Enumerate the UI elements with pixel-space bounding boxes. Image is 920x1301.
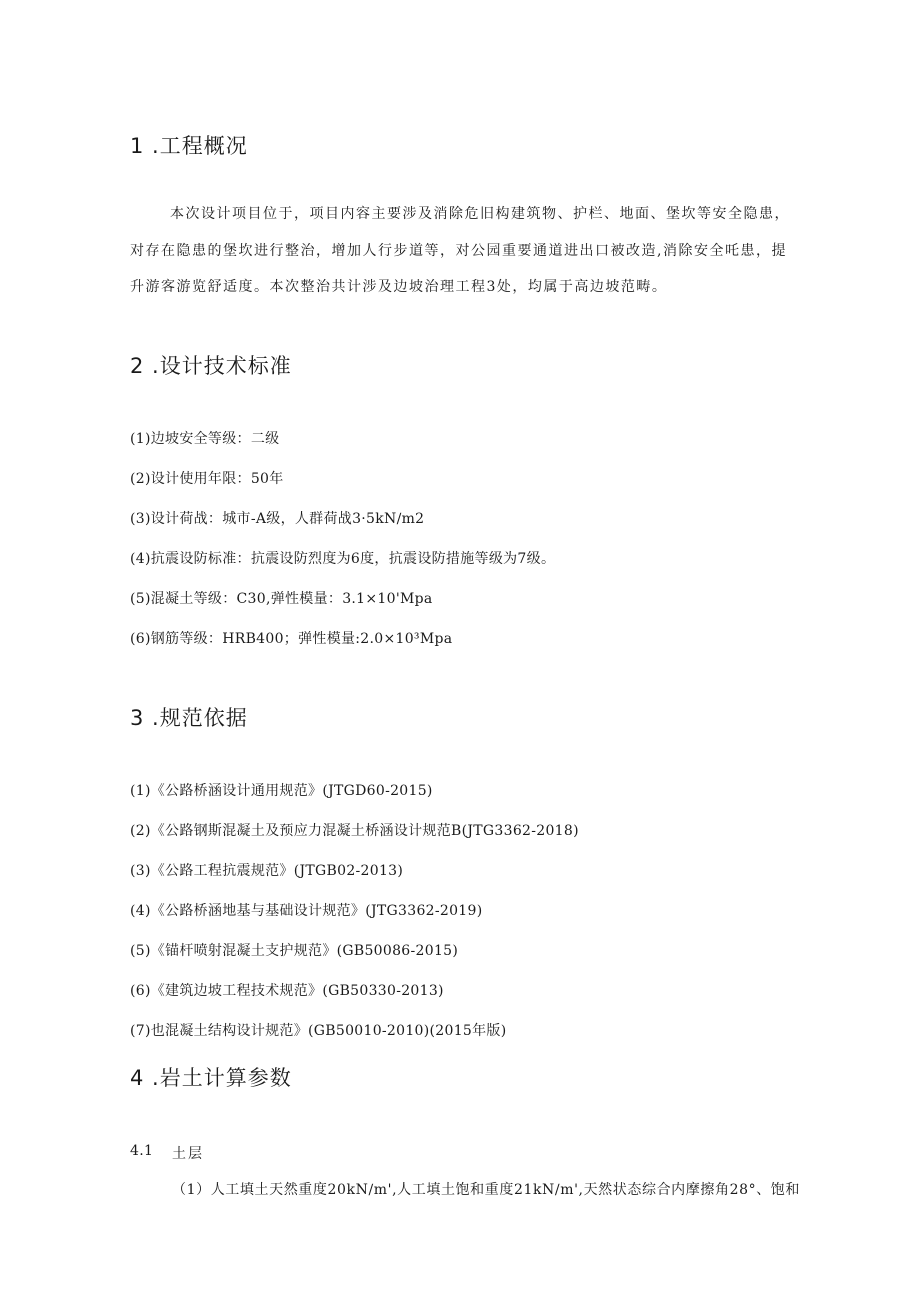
overview-paragraph-line-2: 对存在隐患的堡坎进行整治，增加人行步道等，对公园重要通道进出口被改造,消除安全吒患，提: [130, 243, 787, 259]
code-item: (2)《公路钢斯混凝土及预应力混凝土桥涵设计规范B(JTG3362-2018): [130, 823, 579, 839]
standard-item: (2)设计使用年限：50年: [130, 471, 284, 487]
section-heading-codes: 3 .规范依据: [130, 706, 248, 730]
geotech-paragraph: （1）人工填土天然重度20kN∕m',人工填土饱和重度21kN∕m',天然状态综合内摩擦角28°、饱和: [172, 1182, 800, 1198]
standard-item: (5)混凝土等级：C30,弹性模量：3.1×10'Mpa: [130, 591, 433, 607]
section-heading-geotech: 4 .岩土计算参数: [130, 1066, 292, 1090]
standard-item: (4)抗震设防标准：抗震设防烈度为6度，抗震设防措施等级为7级。: [130, 551, 556, 567]
code-item: (4)《公路桥涵地基与基础设计规范》(JTG3362-2019): [130, 903, 483, 919]
standard-item: (6)钢筋等级：HRB400；弹性模量:2.0×10³Mpa: [130, 631, 453, 647]
overview-paragraph-line-1: 本次设计项目位于，项目内容主要涉及消除危旧构建筑物、护栏、地面、堡坎等安全隐患，: [170, 206, 790, 222]
section-heading-overview: 1 .工程概况: [130, 134, 248, 158]
code-item: (3)《公路工程抗震规范》(JTGB02-2013): [130, 863, 404, 879]
overview-paragraph-line-3: 升游客游览舒适度。本次整治共计涉及边坡治理工程3处，均属于高边坡范畴。: [130, 279, 668, 295]
code-item: (6)《建筑边坡工程技术规范》(GB50330-2013): [130, 983, 444, 999]
standard-item: (3)设计荷战：城市-A级，人群荷战3·5kN∕m2: [130, 511, 425, 527]
code-item: (7)也混凝土结构设计规范》(GB50010-2010)(2015年版): [130, 1023, 507, 1039]
section-heading-standards: 2 .设计技术标准: [130, 354, 292, 378]
subsection-number: 4.1: [130, 1143, 154, 1159]
code-item: (5)《锚杆喷射混凝土支护规范》(GB50086-2015): [130, 943, 459, 959]
code-item: (1)《公路桥涵设计通用规范》(JTGD60-2015): [130, 783, 433, 799]
standard-item: (1)边坡安全等级：二级: [130, 431, 280, 447]
subsection-title: 土层: [172, 1146, 204, 1162]
